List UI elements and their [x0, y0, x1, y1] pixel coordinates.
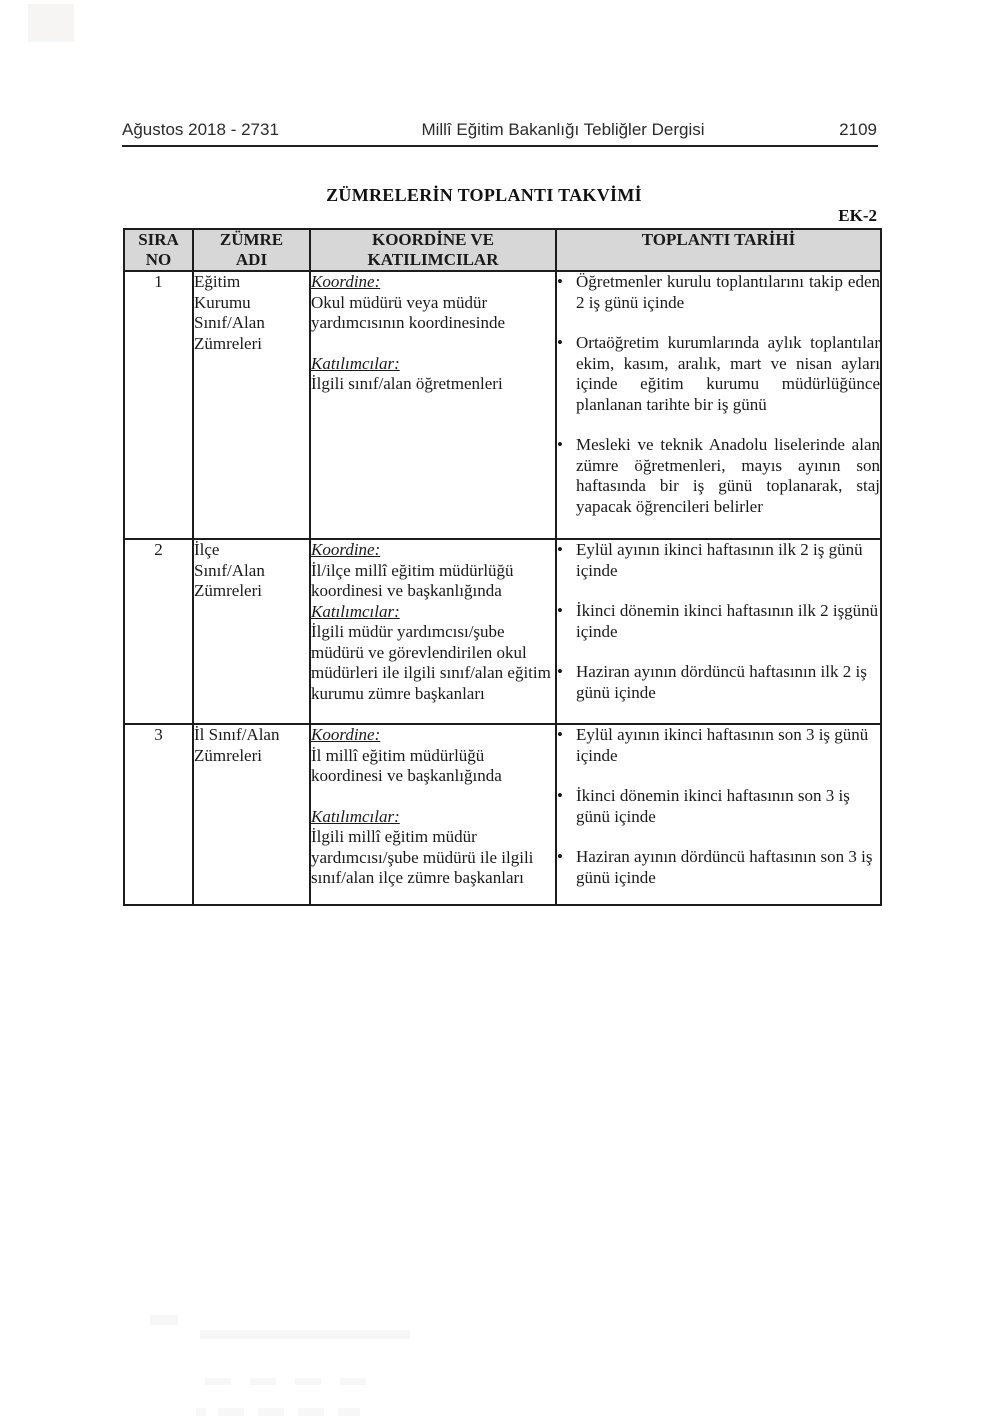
column-header-zumre-adi [193, 229, 310, 271]
cell-sira-no: 2 [124, 539, 193, 724]
cell-koordine-katilimcilar [310, 724, 556, 905]
koordine-text: İl/ilçe millî eğitim müdürlüğü koordinesi ve başkanlığında [311, 560, 514, 600]
zumre-adi-line: Zümreleri [194, 745, 262, 765]
tarih-bullet-item [557, 847, 880, 888]
scan-noise-mark [28, 4, 74, 42]
cell-toplanti-tarihi [556, 271, 881, 539]
tarih-bullet-item [557, 662, 880, 703]
column-header-line: KATILIMCILAR [367, 250, 499, 269]
bullet-icon: • [557, 272, 563, 291]
bullet-icon: • [557, 435, 563, 454]
tarih-bullet-item [557, 786, 880, 827]
scan-noise-mark [258, 1408, 284, 1416]
column-header-koordine-ve-katilimcilar [310, 229, 556, 271]
cell-toplanti-tarihi [556, 539, 881, 724]
table-row [124, 724, 881, 905]
header-rule [122, 145, 878, 147]
zumre-adi-line: Zümreleri [194, 333, 262, 353]
scan-noise-mark [196, 1408, 206, 1416]
bullet-icon: • [557, 601, 563, 620]
katilimcilar-text: İlgili müdür yardımcısı/şube müdürü ve görevlendirilen okul müdürleri ile ilgili sınıf/alan eğitim kurumu zümre başkanları [311, 622, 551, 703]
katilimcilar-label: Katılımcılar: [311, 601, 400, 621]
scan-noise-mark [200, 1330, 410, 1339]
bullet-icon: • [557, 725, 563, 744]
cell-sira-no: 1 [124, 271, 193, 539]
bullet-icon: • [557, 847, 563, 866]
tarih-bullet-text: Mesleki ve teknik Anadolu liselerinde alan zümre öğretmenleri, mayıs ayının son haftasında bir iş günü toplanarak, staj yapacak öğrencileri belirler [576, 435, 880, 516]
zumre-adi-line: İl Sınıf/Alan [194, 725, 280, 744]
scan-noise-mark [205, 1378, 231, 1385]
scan-noise-mark [150, 1315, 178, 1325]
scan-noise-mark [340, 1378, 366, 1385]
katilimcilar-text: İlgili sınıf/alan öğretmenleri [311, 374, 503, 393]
tarih-bullet-text: Ortaöğretim kurumlarında aylık toplantılar ekim, kasım, aralık, mart ve nisan ayları içinde eğitim kurumu müdürlüğünce planlanan tarihte bir iş günü [576, 333, 880, 414]
bullet-icon: • [557, 540, 563, 559]
tarih-bullet-item [557, 333, 880, 415]
tarih-bullet-text: İkinci dönemin ikinci haftasının ilk 2 işgünü içinde [576, 601, 879, 641]
cell-zumre-adi [193, 271, 310, 539]
tarih-bullet-item [557, 725, 880, 766]
tarih-bullet-item [557, 601, 880, 642]
tarih-bullet-text: Öğretmenler kurulu toplantılarını takip eden 2 iş günü içinde [576, 272, 880, 312]
tarih-bullet-text: İkinci dönemin ikinci haftasının son 3 iş günü içinde [576, 786, 850, 826]
bullet-icon: • [557, 662, 563, 681]
katilimcilar-text: İlgili millî eğitim müdür yardımcısı/şube müdürü ile ilgili sınıf/alan ilçe zümre başkanları [311, 827, 534, 887]
tarih-bullet-item [557, 435, 880, 517]
scan-noise-mark [218, 1408, 244, 1416]
tarih-bullet-text: Haziran ayının dördüncü haftasının son 3 iş günü içinde [576, 847, 873, 887]
koordine-label: Koordine: [311, 725, 381, 744]
zumre-adi-line: Kurumu [194, 292, 251, 312]
column-header-sira-no [124, 229, 193, 271]
page-title: ZÜMRELERİN TOPLANTI TAKVİMİ [326, 185, 642, 205]
table-header-row [124, 229, 881, 271]
scan-noise-mark [295, 1378, 321, 1385]
scan-noise-mark [338, 1408, 360, 1416]
cell-zumre-adi [193, 724, 310, 905]
header-journal-title: Millî Eğitim Bakanlığı Tebliğler Dergisi [421, 120, 705, 139]
tarih-bullet-text: Haziran ayının dördüncü haftasının ilk 2 iş günü içinde [576, 662, 867, 702]
zumre-adi-line: Sınıf/Alan [194, 560, 265, 580]
column-header-line: TOPLANTI TARİHİ [641, 230, 796, 249]
meeting-calendar-table [123, 228, 882, 906]
cell-toplanti-tarihi [556, 724, 881, 905]
tarih-bullet-item [557, 540, 880, 581]
cell-sira-no: 3 [124, 724, 193, 905]
annex-label: EK-2 [838, 206, 877, 225]
column-header-line: ADI [235, 250, 268, 269]
zumre-adi-line: İlçe [194, 540, 220, 559]
column-header-toplanti-tarihi [556, 229, 881, 271]
section-gap [311, 787, 555, 807]
tarih-bullet-text: Eylül ayının ikinci haftasının ilk 2 iş günü içinde [576, 540, 863, 580]
tarih-bullet-item [557, 272, 880, 313]
scan-noise-mark [298, 1408, 324, 1416]
header-page-number: 2109 [839, 120, 877, 139]
cell-koordine-katilimcilar [310, 271, 556, 539]
zumre-adi-line: Eğitim [194, 272, 241, 291]
header-issue-label: Ağustos 2018 - 2731 [122, 120, 279, 139]
section-gap [311, 334, 555, 354]
bullet-icon: • [557, 333, 563, 352]
katilimcilar-label: Katılımcılar: [311, 353, 400, 373]
column-header-line: KOORDİNE VE [371, 230, 494, 249]
tarih-bullet-text: Eylül ayının ikinci haftasının son 3 iş günü içinde [576, 725, 869, 765]
koordine-label: Koordine: [311, 272, 381, 291]
zumre-adi-line: Zümreleri [194, 581, 262, 600]
zumre-adi-line: Sınıf/Alan [194, 313, 265, 332]
koordine-label: Koordine: [311, 540, 381, 559]
koordine-text: Okul müdürü veya müdür yardımcısının koordinesinde [311, 292, 506, 332]
table-row [124, 271, 881, 539]
koordine-text: İl millî eğitim müdürlüğü koordinesi ve başkanlığında [311, 745, 502, 785]
bullet-icon: • [557, 786, 563, 805]
table-row [124, 539, 881, 724]
cell-koordine-katilimcilar [310, 539, 556, 724]
cell-zumre-adi [193, 539, 310, 724]
column-header-line: ZÜMRE [219, 230, 284, 249]
column-header-line: NO [145, 250, 172, 269]
scan-noise-mark [250, 1378, 276, 1385]
column-header-line: SIRA [138, 230, 179, 249]
katilimcilar-label: Katılımcılar: [311, 806, 400, 826]
